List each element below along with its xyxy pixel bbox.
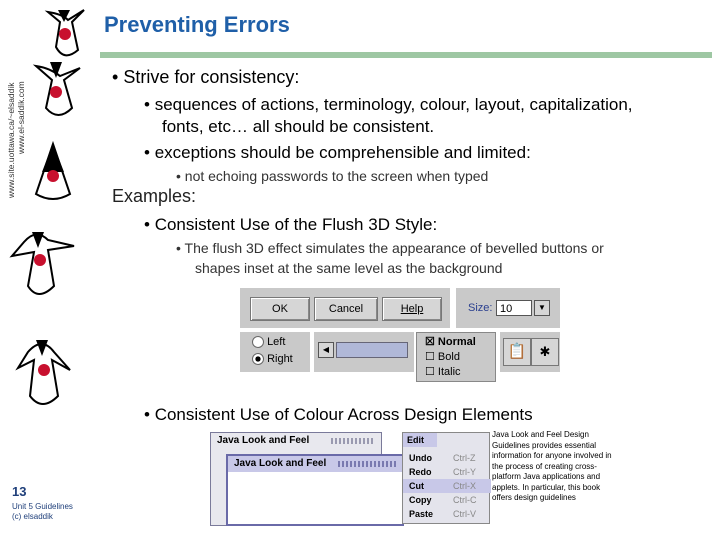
- size-input[interactable]: 10: [496, 300, 532, 316]
- button-panel: [240, 288, 450, 328]
- check-italic[interactable]: ☐ Italic: [425, 366, 461, 378]
- duke-mascot-icon: [28, 56, 88, 126]
- side-url-line1: www.site.uottawa.ca/~elsaddik: [6, 82, 16, 198]
- check-normal-label: Normal: [437, 336, 476, 348]
- title-texture: [338, 461, 396, 467]
- size-label: Size:: [468, 302, 493, 314]
- duke-mascot-icon: [38, 2, 92, 64]
- menu-item[interactable]: [403, 451, 491, 465]
- bullet-sequences-line1: sequences of actions, terminology, colour, layout, capitalization,: [154, 95, 633, 114]
- examples-heading: Examples:: [112, 186, 197, 206]
- menu-item-shortcut: Ctrl-V: [453, 509, 476, 519]
- style-panel: [416, 332, 496, 382]
- menu-item[interactable]: [403, 493, 491, 507]
- menu-item-label: Paste: [409, 509, 434, 519]
- menu-item-label: Copy: [409, 495, 432, 505]
- bullet-flush-desc-line1: The flush 3D effect simulates the appearance of bevelled buttons or: [184, 240, 604, 256]
- duke-mascot-icon: [4, 330, 82, 420]
- bullet-flush-3d: • Consistent Use of the Flush 3D Style:: [144, 215, 438, 234]
- bullet-consistency: • Strive for consistency:: [112, 67, 300, 87]
- check-bold[interactable]: ☐ Bold: [425, 351, 460, 363]
- window-front-title: Java Look and Feel: [234, 458, 327, 469]
- scrollbar-thumb[interactable]: [336, 342, 408, 358]
- check-italic-label: Italic: [437, 366, 461, 378]
- clipboard-icon[interactable]: 📋: [503, 338, 531, 366]
- bullet-colour-text: Consistent Use of Colour Across Design Elements: [154, 405, 533, 424]
- title-texture: [331, 438, 375, 444]
- bullet-flush-3d-text: Consistent Use of the Flush 3D Style:: [154, 215, 438, 234]
- radio-right[interactable]: [252, 353, 293, 365]
- bullet-passwords-text: not echoing passwords to the screen when typed: [184, 168, 489, 184]
- window-back-title: Java Look and Feel: [217, 435, 310, 446]
- chevron-down-icon[interactable]: ▼: [534, 300, 550, 316]
- footer: [12, 502, 73, 522]
- footer-line1: Unit 5 Guidelines: [12, 502, 73, 511]
- menu-item-shortcut: Ctrl-X: [453, 481, 476, 491]
- menu-item-label: Undo: [409, 453, 432, 463]
- menu-item[interactable]: [403, 507, 491, 521]
- edit-menu-title[interactable]: Edit: [403, 433, 437, 447]
- radio-right-icon[interactable]: [252, 353, 264, 365]
- duke-mascot-icon: [4, 224, 82, 308]
- side-url-line2: www.el-saddik.com: [16, 81, 26, 154]
- bullet-sequences: • sequences of actions, terminology, colour, layout, capitalization,: [144, 95, 633, 114]
- bullet-passwords: • not echoing passwords to the screen when typed: [176, 168, 489, 184]
- help-button[interactable]: Help: [382, 297, 442, 321]
- menu-item[interactable]: [403, 465, 491, 479]
- bullet-flush-desc-line2: shapes inset at the same level as the background: [195, 260, 503, 276]
- radio-right-label: Right: [267, 353, 293, 365]
- menu-item-label: Redo: [409, 467, 432, 477]
- duke-mascot-icon: [30, 138, 76, 208]
- window-front: [226, 454, 404, 526]
- bullet-consistency-text: Strive for consistency:: [123, 67, 300, 87]
- menu-item-label: Cut: [409, 481, 424, 491]
- bullet-sequences-line2: fonts, etc… all should be consistent.: [162, 117, 435, 136]
- edit-menu: [402, 432, 490, 524]
- page-title: Preventing Errors: [104, 12, 290, 37]
- ok-button[interactable]: OK: [250, 297, 310, 321]
- size-panel: [456, 288, 560, 328]
- check-normal[interactable]: ☒ Normal: [425, 336, 476, 348]
- bullet-exceptions: • exceptions should be comprehensible and limited:: [144, 143, 531, 162]
- title-divider: [100, 52, 712, 58]
- slider-panel: [314, 332, 414, 372]
- menu-item[interactable]: [403, 479, 491, 493]
- cancel-button[interactable]: Cancel: [314, 297, 378, 321]
- bullet-exceptions-text: exceptions should be comprehensible and limited:: [154, 143, 531, 162]
- bullet-colour: • Consistent Use of Colour Across Design Elements: [144, 405, 533, 424]
- guidelines-description: Java Look and Feel Design Guidelines provides essential information for anyone involved in the process of creating cross-platform Java applications and applets. In particular, this book offers design guidelines: [492, 430, 612, 502]
- radio-panel: [240, 332, 310, 372]
- check-bold-label: Bold: [437, 351, 460, 363]
- footer-line2: (c) elsaddik: [12, 512, 53, 521]
- toolbar-panel: [500, 332, 560, 372]
- radio-left-icon[interactable]: [252, 336, 264, 348]
- radio-left-label: Left: [267, 336, 286, 348]
- document-star-icon[interactable]: ✱: [531, 338, 559, 366]
- menu-item-shortcut: Ctrl-C: [453, 495, 477, 505]
- slide-number: 13: [12, 484, 27, 499]
- radio-left[interactable]: [252, 336, 285, 348]
- menu-item-shortcut: Ctrl-Y: [453, 467, 476, 477]
- scroll-left-icon[interactable]: ◀: [318, 342, 334, 358]
- bullet-flush-desc: • The flush 3D effect simulates the appearance of bevelled buttons or: [176, 240, 604, 256]
- menu-item-shortcut: Ctrl-Z: [453, 453, 476, 463]
